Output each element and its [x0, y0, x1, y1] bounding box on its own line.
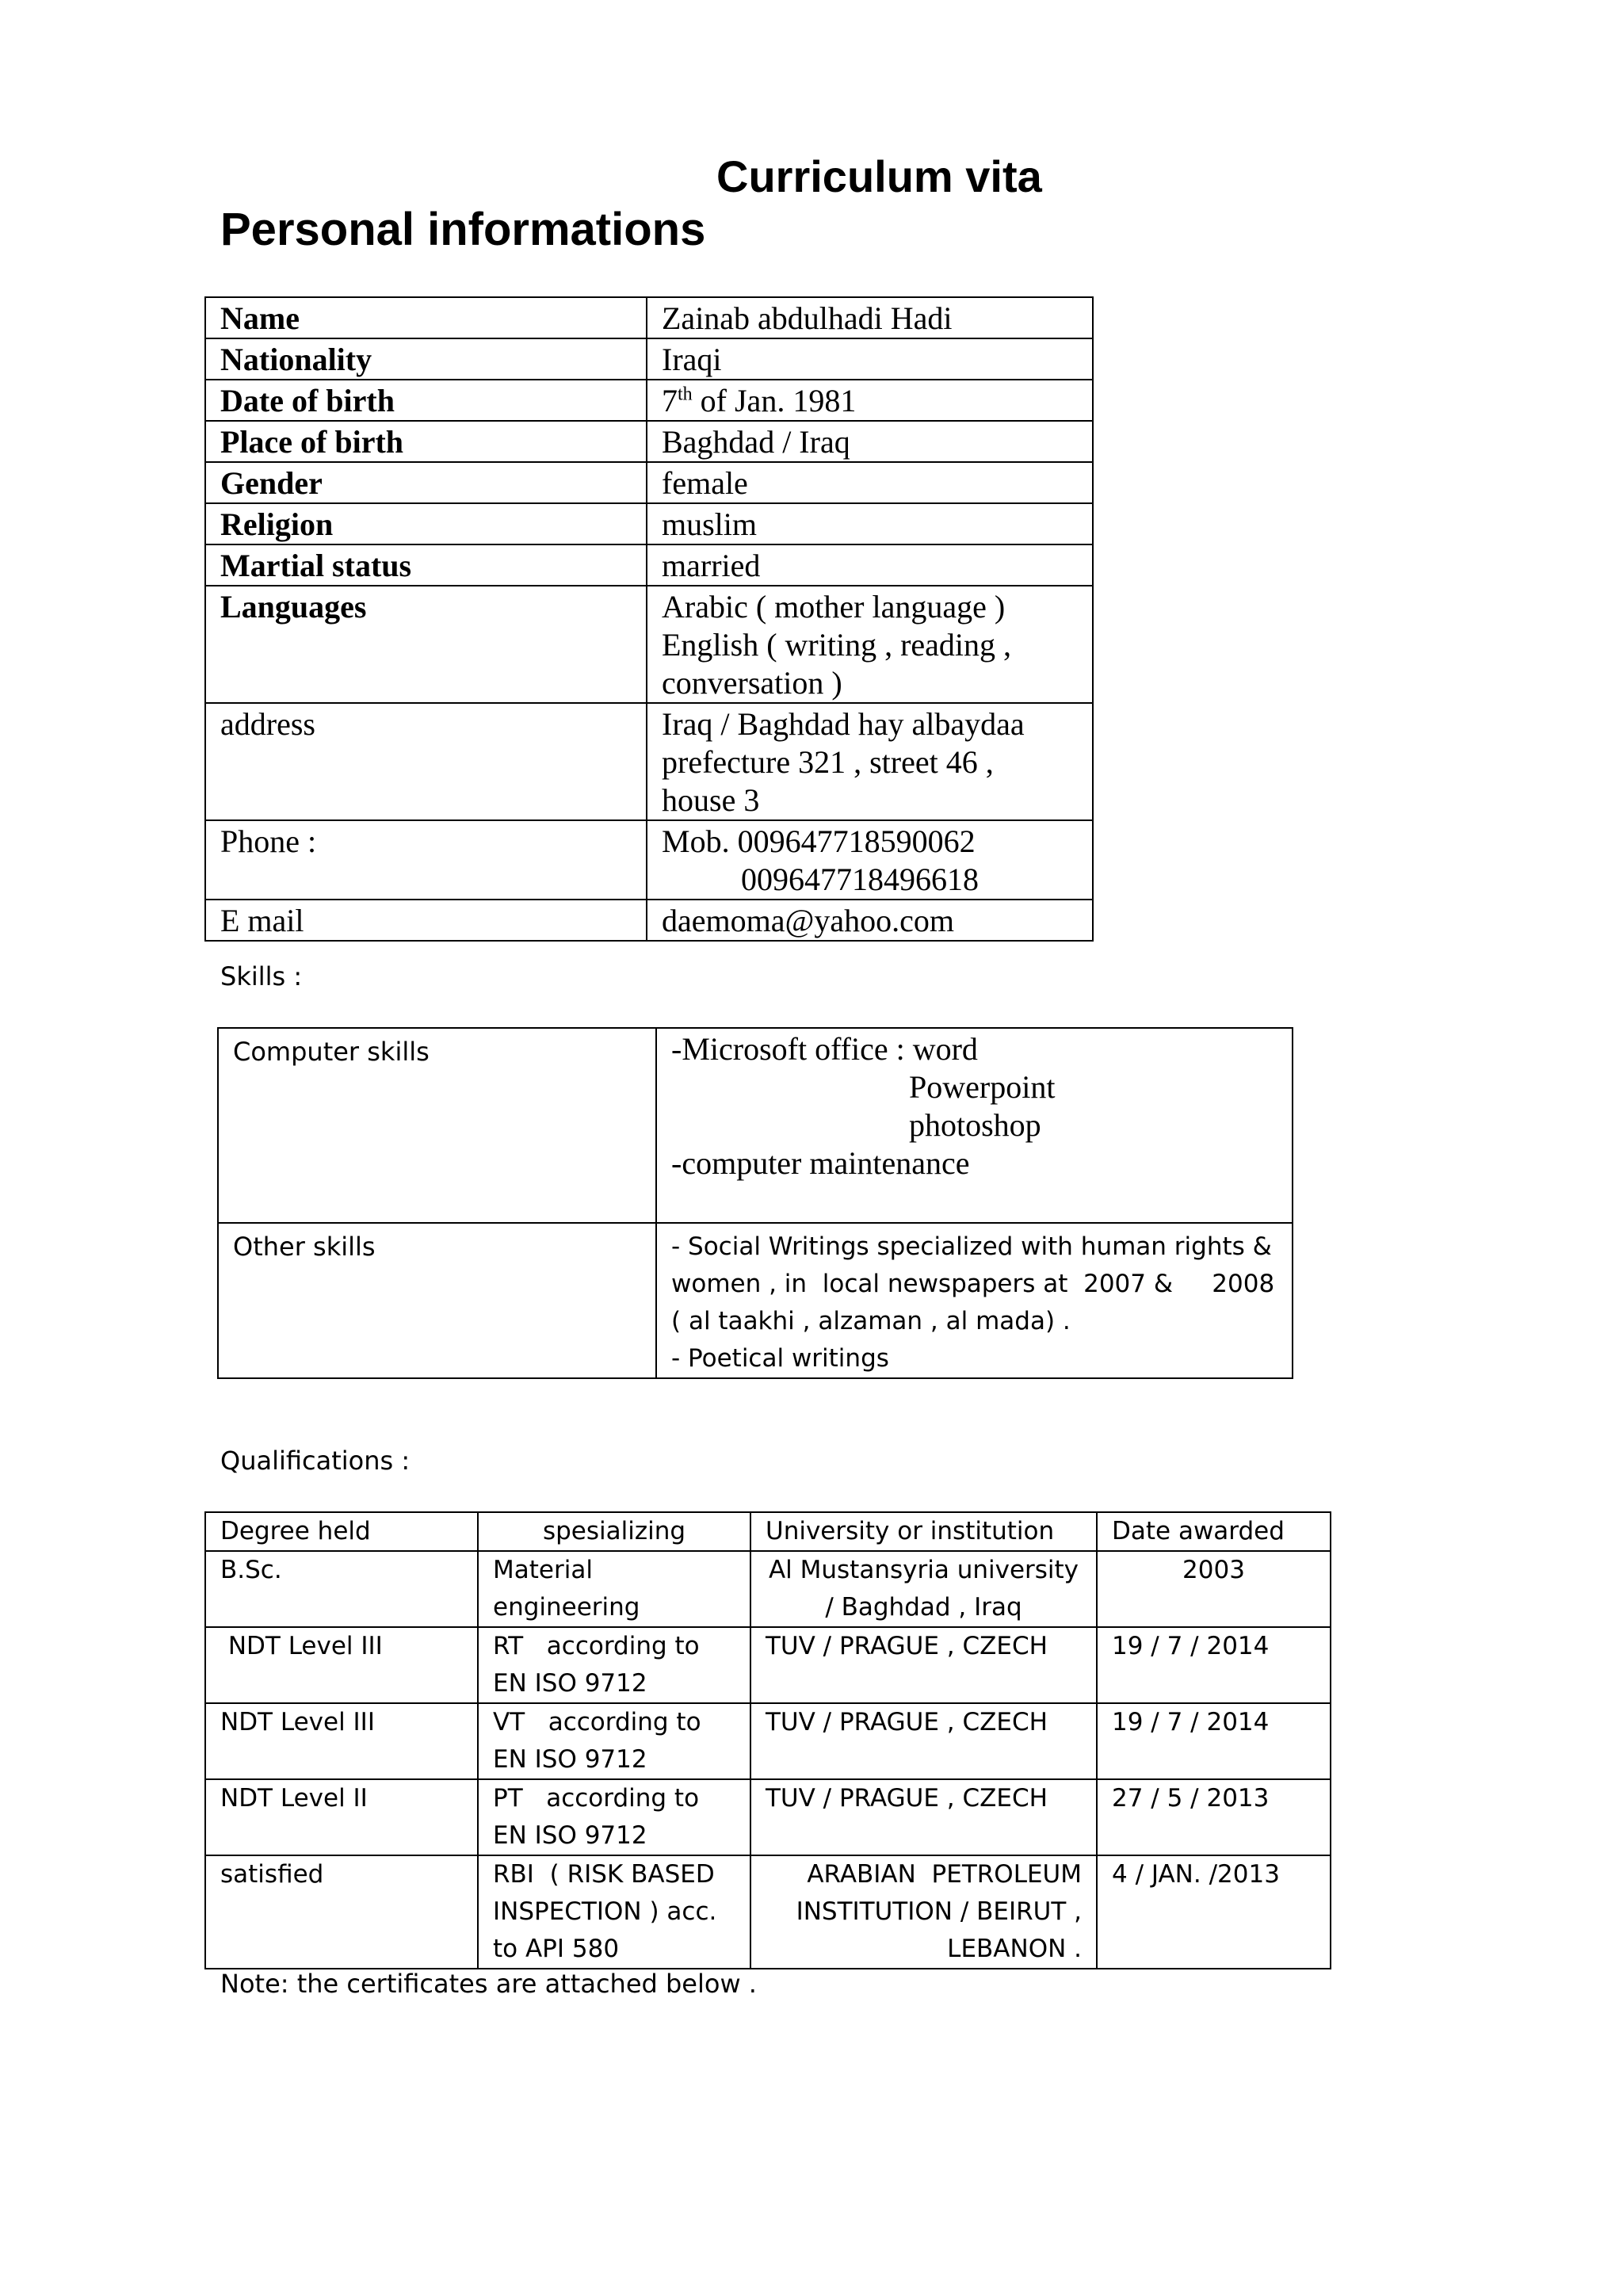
other-skills-value: - Social Writings specialized with human rights & women , in local newspapers at 2007 & 2008 ( al taakhi , alzaman , al mada) . - Poetical writings — [656, 1223, 1293, 1378]
column-header: spesializing — [478, 1512, 750, 1551]
row-label: address — [205, 703, 647, 820]
table-row — [205, 703, 1093, 820]
row-value: muslim — [647, 503, 1093, 544]
degree-cell: NDT Level III — [205, 1703, 478, 1779]
institution-cell: TUV / PRAGUE , CZECH — [750, 1627, 1097, 1703]
row-label: Languages — [205, 586, 647, 703]
row-value: Arabic ( mother language ) English ( writing , reading , conversation ) — [647, 586, 1093, 703]
row-label: Phone : — [205, 820, 647, 900]
spec-cell: RT according to EN ISO 9712 — [478, 1627, 750, 1703]
row-label: Gender — [205, 462, 647, 503]
row-label: Nationality — [205, 338, 647, 380]
row-value: Baghdad / Iraq — [647, 421, 1093, 462]
other-skills-label: Other skills — [218, 1223, 656, 1378]
row-value: married — [647, 544, 1093, 586]
column-header: Date awarded — [1097, 1512, 1331, 1551]
degree-cell: B.Sc. — [205, 1551, 478, 1627]
row-value: Iraq / Baghdad hay albaydaa prefecture 321 , street 46 , house 3 — [647, 703, 1093, 820]
table-row — [205, 338, 1093, 380]
date-cell: 19 / 7 / 2014 — [1097, 1703, 1331, 1779]
table-header-row — [205, 1512, 1331, 1551]
table-row — [205, 503, 1093, 544]
degree-cell: NDT Level II — [205, 1779, 478, 1855]
table-row — [205, 820, 1093, 900]
table-row — [205, 900, 1093, 941]
table-row — [205, 1855, 1331, 1969]
personal-section-heading: Personal informations — [220, 204, 706, 255]
table-row — [205, 1779, 1331, 1855]
personal-info-table — [204, 296, 1094, 942]
column-header: University or institution — [750, 1512, 1097, 1551]
qualifications-table — [204, 1511, 1331, 1969]
table-row — [205, 462, 1093, 503]
table-row — [205, 586, 1093, 703]
institution-cell: ARABIAN PETROLEUM INSTITUTION / BEIRUT , LEBANON . — [750, 1855, 1097, 1969]
skills-label: Skills : — [220, 961, 303, 991]
row-value: 7th of Jan. 1981 — [647, 380, 1093, 421]
column-header: Degree held — [205, 1512, 478, 1551]
table-row — [205, 421, 1093, 462]
spec-cell: PT according to EN ISO 9712 — [478, 1779, 750, 1855]
table-row — [205, 1627, 1331, 1703]
note-text: Note: the certificates are attached below . — [220, 1969, 757, 1999]
row-value: Iraqi — [647, 338, 1093, 380]
spec-cell: Material engineering — [478, 1551, 750, 1627]
table-row — [218, 1223, 1293, 1378]
row-value: Zainab abdulhadi Hadi — [647, 297, 1093, 338]
spec-cell: RBI ( RISK BASED INSPECTION ) acc. to API 580 — [478, 1855, 750, 1969]
document-title: Curriculum vita — [716, 151, 1042, 201]
email-link[interactable]: daemoma@yahoo.com — [662, 903, 954, 938]
row-label: Name — [205, 297, 647, 338]
computer-skills-label: Computer skills — [218, 1028, 656, 1223]
table-row — [218, 1028, 1293, 1223]
institution-cell: Al Mustansyria university / Baghdad , Iraq — [750, 1551, 1097, 1627]
computer-skills-value: -Microsoft office : word Powerpoint photoshop -computer maintenance — [656, 1028, 1293, 1223]
row-value — [647, 900, 1093, 941]
skills-table — [217, 1027, 1293, 1379]
table-row — [205, 380, 1093, 421]
row-label: E mail — [205, 900, 647, 941]
table-row — [205, 297, 1093, 338]
table-row — [205, 1703, 1331, 1779]
table-row — [205, 1551, 1331, 1627]
date-cell: 27 / 5 / 2013 — [1097, 1779, 1331, 1855]
date-cell: 4 / JAN. /2013 — [1097, 1855, 1331, 1969]
row-label: Religion — [205, 503, 647, 544]
qualifications-label: Qualifications : — [220, 1446, 411, 1476]
row-label: Martial status — [205, 544, 647, 586]
spec-cell: VT according to EN ISO 9712 — [478, 1703, 750, 1779]
date-cell: 2003 — [1097, 1551, 1331, 1627]
institution-cell: TUV / PRAGUE , CZECH — [750, 1703, 1097, 1779]
degree-cell: NDT Level III — [205, 1627, 478, 1703]
row-value: female — [647, 462, 1093, 503]
row-label: Place of birth — [205, 421, 647, 462]
row-label: Date of birth — [205, 380, 647, 421]
date-cell: 19 / 7 / 2014 — [1097, 1627, 1331, 1703]
row-value: Mob. 009647718590062 009647718496618 — [647, 820, 1093, 900]
degree-cell: satisfied — [205, 1855, 478, 1969]
institution-cell: TUV / PRAGUE , CZECH — [750, 1779, 1097, 1855]
table-row — [205, 544, 1093, 586]
